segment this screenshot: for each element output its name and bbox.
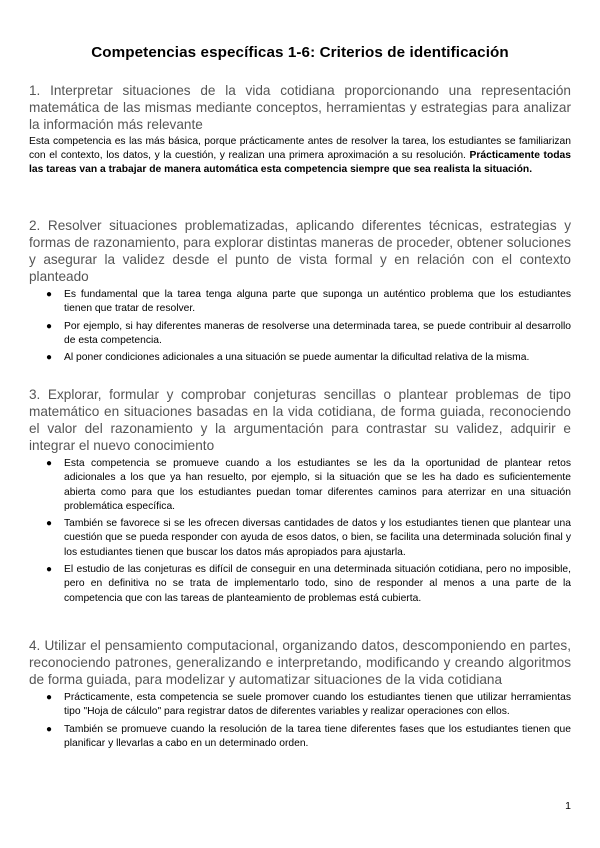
bullet-icon: ● [46,458,53,469]
section-paragraph [29,135,571,177]
paragraph-text: Esta competencia es las más básica, porque prácticamente antes de resolver la tarea, los estudiantes se familiarizan con el contexto, los datos, y la cuestión, y realizan una primera aproximación a su resolución. [29,136,571,161]
paragraph-emphasis: Prácticamente todas las tareas van a trabajar de manera automática esta competencia siempre que sea realista la situación. [29,150,571,175]
bullet-icon: ● [46,289,53,300]
bullet-icon: ● [46,723,53,735]
bullet-icon: ● [46,564,53,576]
list-item-text: Por ejemplo, si hay diferentes maneras de resolverse una determinada tarea, se puede contribuir al desarrollo de esta competencia. [64,320,571,346]
document-page [29,0,571,749]
list-item-text: Esta competencia se promueve cuando a los estudiantes se les da la oportunidad de plantear retos adicionales a los que ya han resuelto, por ejemplo, si la situación que se les ha dado es suficientemente abierta como para que los estudiantes puedan tomar diferentes caminos para aterrizar en una situación problemática específica. [64,458,571,512]
list-item [29,517,571,560]
list-item-text: También se promueve cuando la resolución de la tarea tiene diferentes fases que los estudiantes tienen que planificar y llevarlas a cabo en un determinado orden. [64,723,571,749]
list-item-text: Al poner condiciones adicionales a una situación se puede aumentar la dificultad relativa de la misma. [64,352,530,364]
section-1 [29,82,571,177]
list-item [29,351,571,365]
section-heading: 1. Interpretar situaciones de la vida cotidiana proporcionando una representación matemática de las mismas mediante conceptos, herramientas y estrategias para analizar la información más relevante [29,83,571,132]
section-3 [29,386,571,609]
section-4 [29,637,571,754]
bullet-icon: ● [46,320,53,332]
list-item-text: Es fundamental que la tarea tenga alguna parte que suponga un auténtico problema que los estudiantes tienen que tratar de resolver. [64,289,571,315]
list-item [29,288,571,317]
bullet-icon: ● [46,692,53,703]
list-item [29,723,571,752]
list-item-text: También se favorece si se les ofrecen diversas cantidades de datos y los estudiantes tienen que plantear una cuestión que se pueda responder con ayuda de esos datos, o bien, se facilita una determinada solución final y los estudiantes tienen que buscar los datos más apropiados para ajustarla. [64,518,571,558]
bullet-list [29,288,571,365]
bullet-list [29,691,571,751]
list-item [29,563,571,606]
section-heading: 2. Resolver situaciones problematizadas, aplicando diferentes técnicas, estrategias y formas de razonamiento, para explorar distintas maneras de proceder, obtener soluciones y asegurar la validez desde el punto de vista formal y en relación con el contexto planteado [29,218,571,284]
bullet-list [29,457,571,606]
list-item-text: El estudio de las conjeturas es difícil de conseguir en una determinada situación cotidiana, pero no imposible, pero en definitiva no se trata de implementarlo todo, sino de responder al menos a una parte de la competencia que con las tareas de planteamiento de problemas está cubierta. [64,564,571,604]
section-heading: 3. Explorar, formular y comprobar conjeturas sencillas o plantear problemas de tipo matemático en situaciones basadas en la vida cotidiana, de forma guiada, reconociendo el valor del razonamiento y la argumentación para contrastar su validez, adquirir e integrar el nuevo conocimiento [29,387,571,453]
bullet-icon: ● [46,518,53,530]
section-2 [29,217,571,368]
list-item [29,691,571,720]
page-title: Competencias específicas 1-6: Criterios de identificación [91,44,509,61]
list-item [29,320,571,349]
bullet-icon: ● [46,352,53,364]
list-item [29,457,571,514]
list-item-text: Prácticamente, esta competencia se suele promover cuando los estudiantes tienen que utilizar herramientas tipo "Hoja de cálculo" para registrar datos de diferentes variables y realizar operaciones con ellos. [64,692,571,718]
section-heading: 4. Utilizar el pensamiento computacional, organizando datos, descomponiendo en partes, reconociendo patrones, generalizando e interpretando, modificando y creando algoritmos de forma guiada, para modelizar y automatizar situaciones de la vida cotidiana [29,638,571,687]
page-number: 1 [565,800,571,812]
